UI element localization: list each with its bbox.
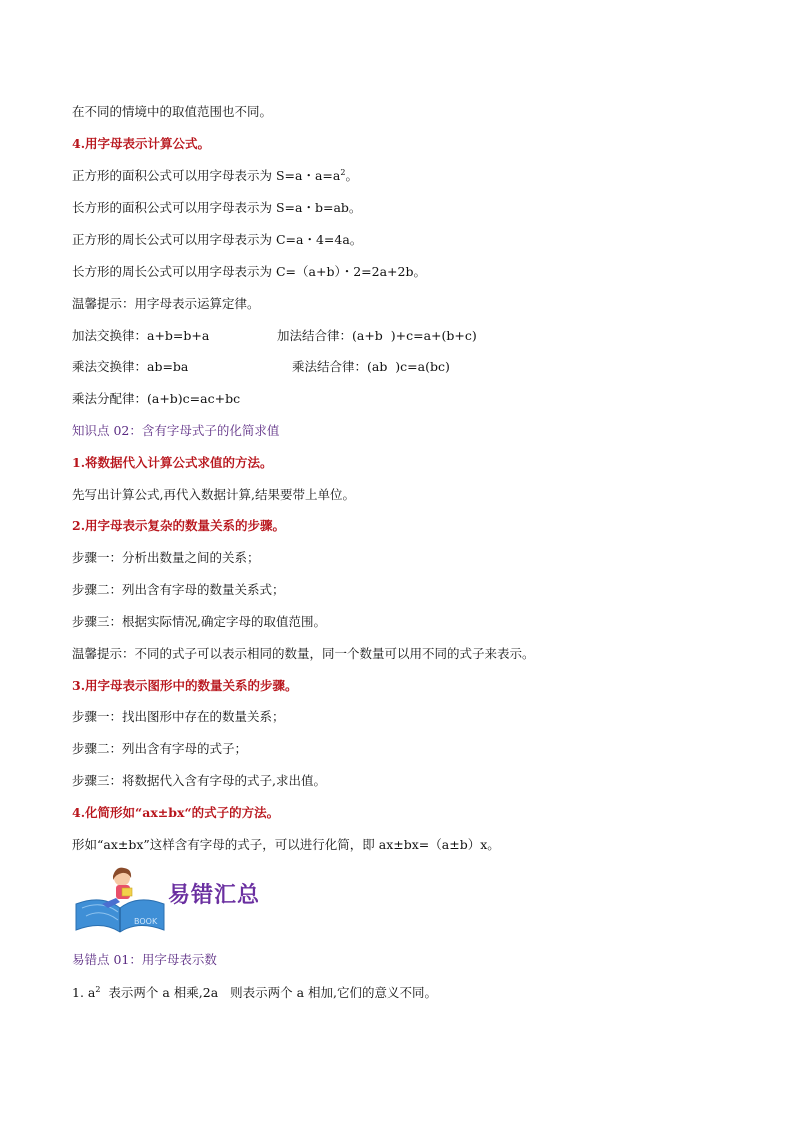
text-line: 长方形的周长公式可以用字母表示为 C=（a+b）・2=2a+2b。 — [72, 264, 426, 279]
section-heading: 4.用字母表示计算公式。 — [72, 136, 211, 151]
formula-text: 正方形的面积公式可以用字母表示为 S=a・a=a — [72, 168, 341, 183]
tip-line: 温馨提示：不同的式子可以表示相同的数量，同一个数量可以用不同的式子来表示。 — [72, 646, 535, 661]
book-cover-text: BOOK — [134, 917, 158, 926]
reading-girl-book-icon — [72, 864, 168, 934]
text-line: 正方形的周长公式可以用字母表示为 C=a・4=4a。 — [72, 232, 363, 247]
law-associative-mul: 乘法结合律：(ab )c=a(bc) — [292, 359, 450, 374]
text-line: 长方形的面积公式可以用字母表示为 S=a・b=ab。 — [72, 200, 362, 215]
superscript: 2 — [95, 984, 101, 994]
law-distributive: 乘法分配律：(a+b)c=ac+bc — [72, 391, 241, 406]
step-line: 步骤三：将数据代入含有字母的式子,求出值。 — [72, 773, 326, 788]
banner-title: 易错汇总 — [168, 883, 261, 908]
formula-text: 。 — [345, 168, 358, 183]
superscript: 2 — [340, 167, 346, 177]
section-heading: 1.将数据代入计算公式求值的方法。 — [72, 455, 273, 470]
text-line: 先写出计算公式,再代入数据计算,结果要带上单位。 — [72, 487, 355, 502]
section-heading: 4.化简形如“ax±bx“的式子的方法。 — [72, 805, 280, 820]
section-heading: 2.用字母表示复杂的数量关系的步骤。 — [72, 518, 286, 533]
step-line: 步骤一：找出图形中存在的数量关系； — [72, 709, 285, 724]
text-line — [72, 985, 437, 1001]
knowledge-point-heading: 知识点 02：含有字母式子的化简求值 — [72, 423, 280, 438]
law-associative-add: 加法结合律：(a+b )+c=a+(b+c) — [277, 328, 477, 343]
step-line: 步骤二：列出含有字母的式子； — [72, 741, 248, 756]
error-point-heading: 易错点 01：用字母表示数 — [72, 952, 217, 967]
tip-line: 温馨提示：用字母表示运算定律。 — [72, 296, 260, 311]
text-line: 在不同的情境中的取值范围也不同。 — [72, 104, 273, 119]
text-line — [72, 168, 358, 184]
section-heading: 3.用字母表示图形中的数量关系的步骤。 — [72, 678, 298, 693]
law-commutative-mul: 乘法交换律：ab=ba — [72, 359, 189, 374]
formula-text: 1. a — [72, 985, 96, 1000]
formula-text: 表示两个 a 相乘,2a 则表示两个 a 相加,它们的意义不同。 — [100, 985, 437, 1000]
law-commutative-add: 加法交换律：a+b=b+a — [72, 328, 210, 343]
step-line: 步骤三：根据实际情况,确定字母的取值范围。 — [72, 614, 326, 629]
step-line: 步骤二：列出含有字母的数量关系式； — [72, 582, 285, 597]
step-line: 步骤一：分析出数量之间的关系； — [72, 550, 260, 565]
text-line: 形如“ax±bx”这样含有字母的式子，可以进行化简，即 ax±bx=（a±b）x。 — [72, 837, 500, 852]
error-summary-banner — [72, 864, 272, 934]
